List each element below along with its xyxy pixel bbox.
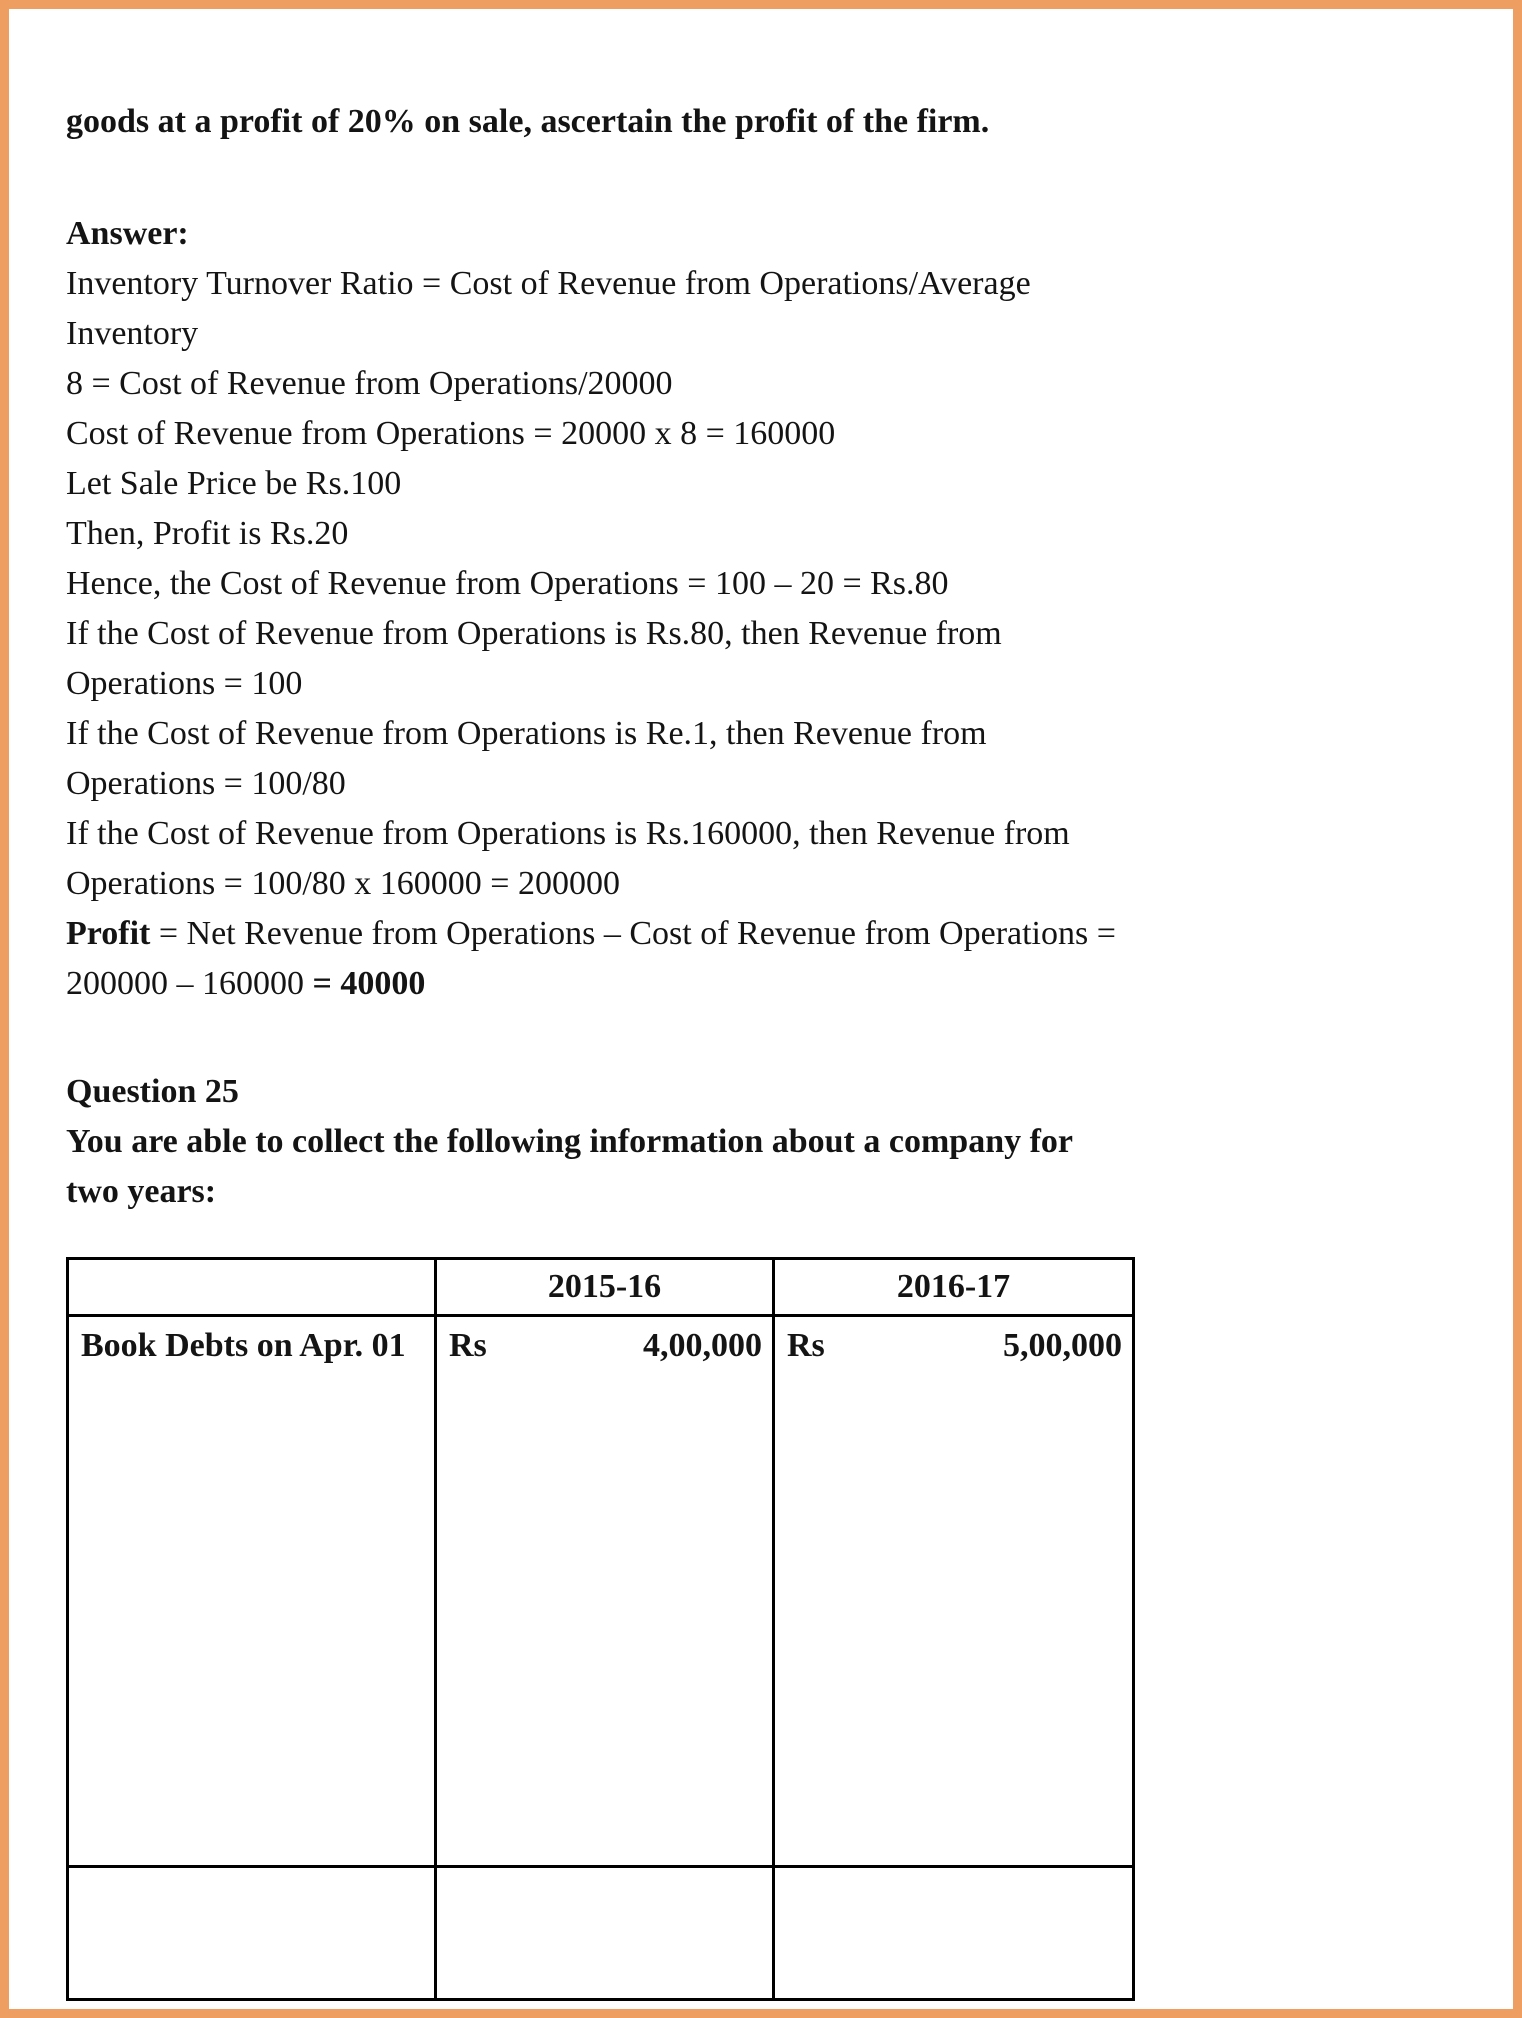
question-intro-text: goods at a profit of 20% on sale, ascertain the profit of the firm. xyxy=(66,103,990,140)
company-info-table xyxy=(66,1257,1135,2001)
answer-section xyxy=(66,209,1132,1009)
question-body: You are able to collect the following information about a company for two years: xyxy=(66,1123,1073,1210)
answer-line: Hence, the Cost of Revenue from Operations = 100 – 20 = Rs.80 xyxy=(66,565,949,602)
answer-line: If the Cost of Revenue from Operations is Rs.160000, then Revenue from Operations = 100/80 x 160000 = 200000 xyxy=(66,815,1070,902)
empty-cell xyxy=(436,1867,774,2000)
value-wrap xyxy=(787,1321,1122,1371)
table-row xyxy=(68,1316,1134,1867)
empty-cell xyxy=(68,1867,436,2000)
header-cell-empty xyxy=(68,1259,436,1316)
page-content xyxy=(9,9,1132,2001)
question-25-section xyxy=(66,1067,1132,1217)
currency-symbol: Rs xyxy=(787,1327,825,1364)
answer-line: 8 = Cost of Revenue from Operations/20000 xyxy=(66,365,673,402)
row-label-book-debts: Book Debts on Apr. 01 xyxy=(68,1316,436,1867)
question-title: Question 25 xyxy=(66,1073,239,1110)
table-header-row xyxy=(68,1259,1134,1316)
answer-label: Answer: xyxy=(66,215,189,252)
header-cell-2015-16: 2015-16 xyxy=(436,1259,774,1316)
currency-symbol: Rs xyxy=(449,1327,487,1364)
answer-line: Inventory Turnover Ratio = Cost of Revenue from Operations/Average Inventory xyxy=(66,265,1031,352)
value-cell-2015-16 xyxy=(436,1316,774,1867)
answer-profit-line xyxy=(66,909,1132,1009)
value-cell-2016-17 xyxy=(774,1316,1134,1867)
answer-line: Let Sale Price be Rs.100 xyxy=(66,465,402,502)
header-cell-2016-17: 2016-17 xyxy=(774,1259,1134,1316)
value-wrap xyxy=(449,1321,762,1371)
profit-result: = 40000 xyxy=(312,965,426,1002)
answer-line: If the Cost of Revenue from Operations is Re.1, then Revenue from Operations = 100/80 xyxy=(66,715,987,802)
answer-line: Then, Profit is Rs.20 xyxy=(66,515,349,552)
empty-cell xyxy=(774,1867,1134,2000)
table-row-cutoff xyxy=(68,1867,1134,2000)
answer-line: Cost of Revenue from Operations = 20000 x 8 = 160000 xyxy=(66,415,836,452)
profit-equation: = Net Revenue from Operations – Cost of Revenue from Operations = 200000 – 160000 xyxy=(66,915,1116,1002)
profit-term: Profit xyxy=(66,915,151,952)
amount-value: 5,00,000 xyxy=(1003,1327,1122,1364)
answer-line: If the Cost of Revenue from Operations is Rs.80, then Revenue from Operations = 100 xyxy=(66,615,1002,702)
amount-value: 4,00,000 xyxy=(643,1327,762,1364)
